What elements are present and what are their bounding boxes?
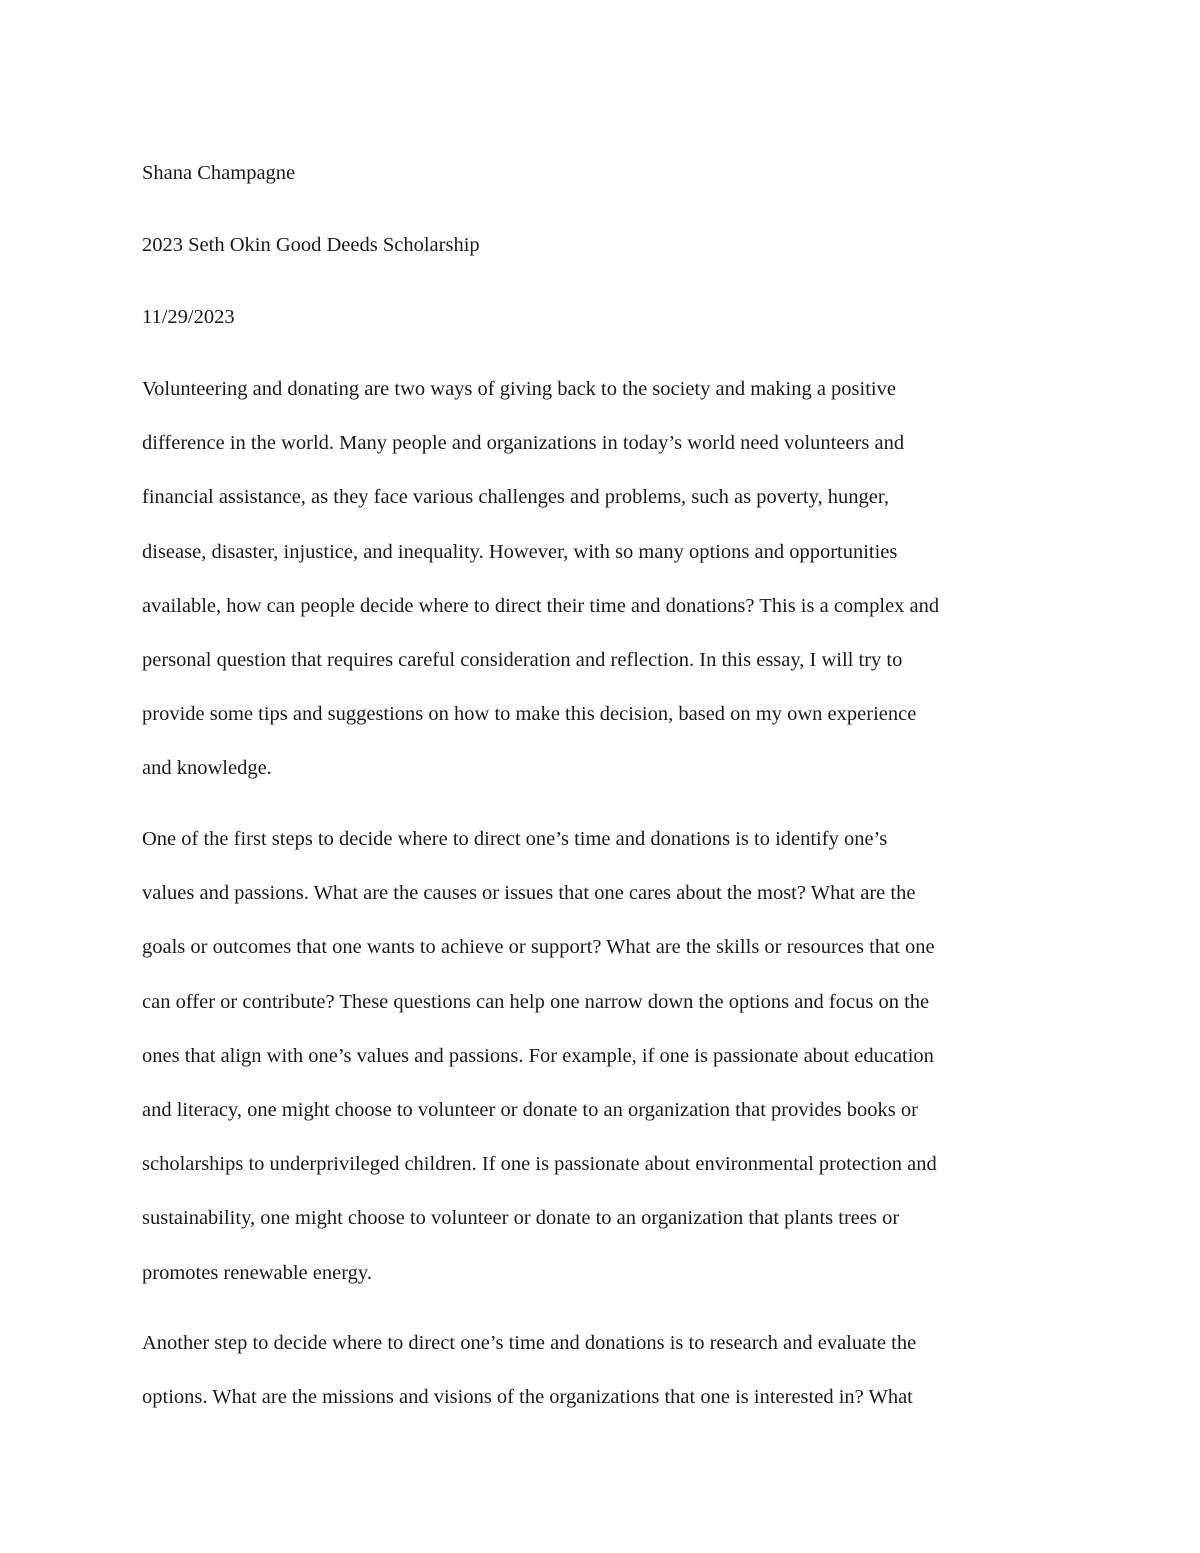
paragraph-line: Volunteering and donating are two ways of giving back to the society and making a positive bbox=[142, 378, 896, 400]
paragraph-line: scholarships to underprivileged children. If one is passionate about environmental protection and bbox=[142, 1153, 937, 1176]
paragraph-line: ones that align with one’s values and passions. For example, if one is passionate about education bbox=[142, 1044, 934, 1067]
paragraph-line: financial assistance, as they face various challenges and problems, such as poverty, hunger, bbox=[142, 486, 889, 509]
paragraph-line: available, how can people decide where to direct their time and donations? This is a complex and bbox=[142, 594, 940, 617]
paragraph-line: Another step to decide where to direct one’s time and donations is to research and evaluate the bbox=[142, 1332, 917, 1354]
paragraph-line: values and passions. What are the causes or issues that one cares about the most? What are the bbox=[142, 882, 916, 905]
paragraph-2 bbox=[142, 812, 1062, 1300]
paragraph-line: goals or outcomes that one wants to achieve or support? What are the skills or resources that one bbox=[142, 936, 935, 959]
paragraph-line: sustainability, one might choose to volunteer or donate to an organization that plants trees or bbox=[142, 1207, 900, 1230]
paragraph-1 bbox=[142, 362, 1062, 796]
paragraph-line: One of the first steps to decide where to direct one’s time and donations is to identify one’s bbox=[142, 828, 888, 850]
scholarship-title: 2023 Seth Okin Good Deeds Scholarship bbox=[142, 234, 480, 256]
paragraph-line: and literacy, one might choose to volunteer or donate to an organization that provides books or bbox=[142, 1098, 918, 1121]
author-name: Shana Champagne bbox=[142, 162, 296, 184]
paragraph-line: disease, disaster, injustice, and inequality. However, with so many options and opportunities bbox=[142, 540, 898, 563]
paragraph-line: options. What are the missions and visions of the organizations that one is interested in? What bbox=[142, 1386, 913, 1409]
paragraph-line: promotes renewable energy. bbox=[142, 1261, 372, 1284]
paragraph-3 bbox=[142, 1316, 1062, 1424]
paragraph-line: personal question that requires careful consideration and reflection. In this essay, I will try to bbox=[142, 648, 903, 671]
document-date: 11/29/2023 bbox=[142, 306, 235, 328]
paragraph-line: can offer or contribute? These questions can help one narrow down the options and focus on the bbox=[142, 990, 930, 1013]
paragraph-line: provide some tips and suggestions on how to make this decision, based on my own experience bbox=[142, 703, 917, 726]
paragraph-line: and knowledge. bbox=[142, 757, 272, 780]
paragraph-line: difference in the world. Many people and organizations in today’s world need volunteers and bbox=[142, 432, 905, 455]
